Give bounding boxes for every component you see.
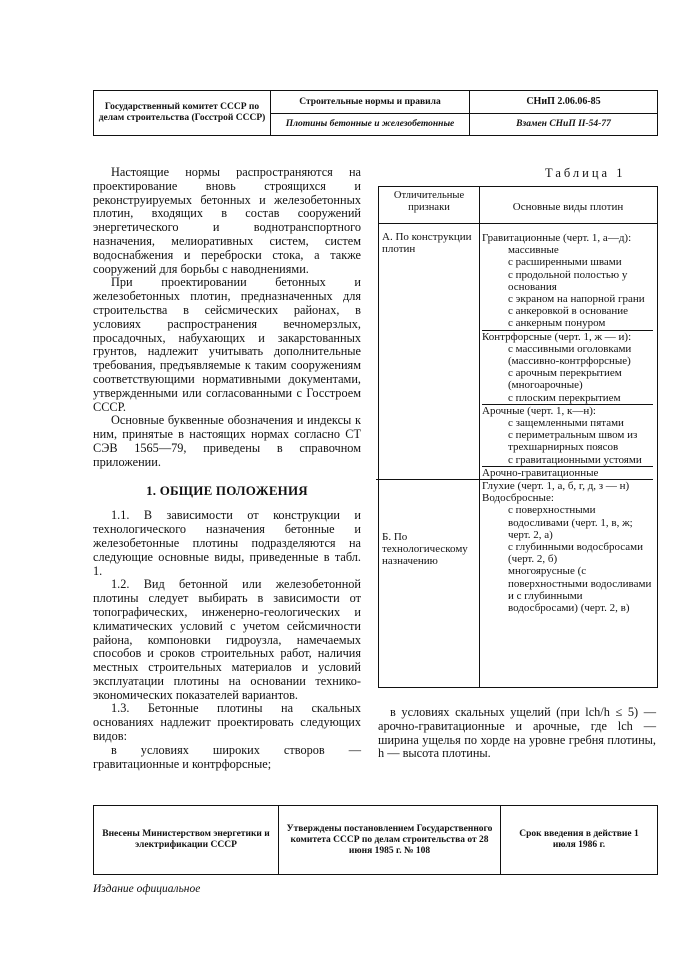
wide-sections-line: в условиях широких створов — гравитационные и контрфорсные; [93, 742, 361, 771]
seismic-paragraph: При проектировании бетонных и железобетонных плотин, предназначенных для строительства в сейсмических районах, в условиях распространения вечномерзлых, просадочных, набухающих и закарстованных грунтов, надлежит учитывать дополнительные требования, предъявляемые к таким сооружениям соответствующими нормативными документами, утвержденными или согласованными с Госстроем СССР. [93, 275, 361, 414]
submitted-by: Внесены Министерством энергетики и электрификации СССР [94, 806, 279, 874]
row-label-purpose: Б. По технологическому назначению [382, 531, 468, 568]
clause-1-3: 1.3. Бетонные плотины на скальных основаниях надлежит проектировать следующих видов: [93, 701, 361, 744]
buttress-item: с массивными оголовками (массивно-контрфорсные) [508, 342, 632, 368]
buttress-title: Контрфорсные (черт. 1, ж — и): [482, 330, 632, 343]
clause-1-1: 1.1. В зависимости от конструкции и технологического назначения бетонные и железобетонные плотины подразделяются на следующие основные виды, приведенные в табл. 1. [93, 508, 361, 578]
gravity-item: с продольной полостью у основания [508, 268, 628, 293]
gravity-item: массивные [508, 244, 559, 257]
col-header-features: Отличительные признаки [393, 190, 465, 213]
section-title: 1. ОБЩИЕ ПОЛОЖЕНИЯ [146, 482, 308, 498]
arch-item: с защемленными пятами [508, 417, 624, 430]
header-title-column [271, 91, 470, 135]
approved-by: Утверждены постановлением Государственного комитета СССР по делам строительства от 28 июня 1985 г. № 108 [279, 806, 501, 874]
gravity-item: с расширенными швами [508, 256, 622, 269]
buttress-item: с плоским перекрытием [508, 391, 621, 404]
arch-gravity: Арочно-гравитационные [482, 466, 599, 479]
replaces-note: Взамен СНиП II-54-77 [516, 119, 611, 130]
document-header [93, 90, 658, 136]
effective-date: Срок введения в действие 1 июля 1986 г. [519, 829, 639, 850]
narrow-gorge-paragraph: в условиях скальных ущелий (при lch/h ≤ 5) — арочно-гравитационные и арочные, где lch — ширина ущелья по хорде на уровне гребня плотины, h — высота плотины. [378, 705, 656, 761]
document-code: СНиП 2.06.06-85 [470, 91, 657, 114]
clause-1-2: 1.2. Вид бетонной или железобетонной плотины следует выбирать в зависимости от топографических, инженерно-геологических и климатических условий с учетом сейсмичности района, компоновки гидроузла, намечаемых способов и сроков строительных работ, наличия местных строительных материалов и условий эксплуатации плотины на основании технико-экономических показателей вариантов. [93, 577, 361, 702]
arch-title: Арочные (черт. 1, к—н): [482, 404, 596, 417]
spillway-title: Водосбросные: [482, 492, 554, 505]
gravity-item: с анкерным понуром [508, 317, 606, 330]
gravity-item: с анкеровкой в основание [508, 305, 629, 318]
intro-paragraph: Настоящие нормы распространяются на проектирование вновь строящихся и реконструируемых бетонных и железобетонных плотин, входящих в состав сооружений энергетического и воднотранспортного назначения, мелиоративных систем, систем водоснабжения и переброски стока, а также сооружений для борьбы с наводнениями. [93, 165, 361, 276]
spillway-item: с глубинными водосбросами (черт. 2, б) [508, 541, 643, 566]
notation-paragraph: Основные буквенные обозначения и индексы к ним, принятые в настоящих нормах согласно СТ СЭВ 1565—79, приведены в справочном приложении. [93, 413, 361, 469]
left-column-text [93, 166, 361, 771]
arch-item: с гравитационными устоями [508, 453, 642, 466]
table-body [482, 232, 653, 614]
spillway-item: с поверхностными водосливами (черт. 1, в, ж; черт. 2, а) [508, 504, 633, 541]
header-code-column [470, 91, 657, 135]
table-header-divider [379, 223, 657, 224]
row-label-construction: А. По конструкции плотин [382, 231, 472, 256]
right-column-text [378, 706, 656, 761]
buttress-item: с арочным перекрытием (многоарочные) [508, 367, 622, 392]
edition-note: Издание официальное [93, 883, 201, 895]
blind-dams: Глухие (черт. 1, а, б, г, д, з — н) [482, 480, 630, 493]
dam-types-table [378, 186, 658, 688]
table-column-divider [479, 187, 480, 687]
document-footer [93, 805, 658, 875]
committee-name: Государственный комитет СССР по делам строительства (Госстрой СССР) [94, 91, 271, 135]
table-caption: Таблица 1 [545, 166, 626, 180]
gravity-item: с экраном на напорной грани [508, 293, 645, 306]
arch-item: с периметральным швом из трехшарнирных поясов [508, 429, 638, 454]
spillway-item: многоярусные (с поверхностными водосливами и с глубинными водосбросами) (черт. 2, в) [508, 565, 652, 615]
norms-type: Строительные нормы и правила [271, 91, 469, 114]
document-title: Плотины бетонные и железобетонные [285, 119, 455, 130]
col-header-types: Основные виды плотин [512, 201, 624, 213]
gravity-title: Гравитационные (черт. 1, а—д): [482, 232, 632, 244]
